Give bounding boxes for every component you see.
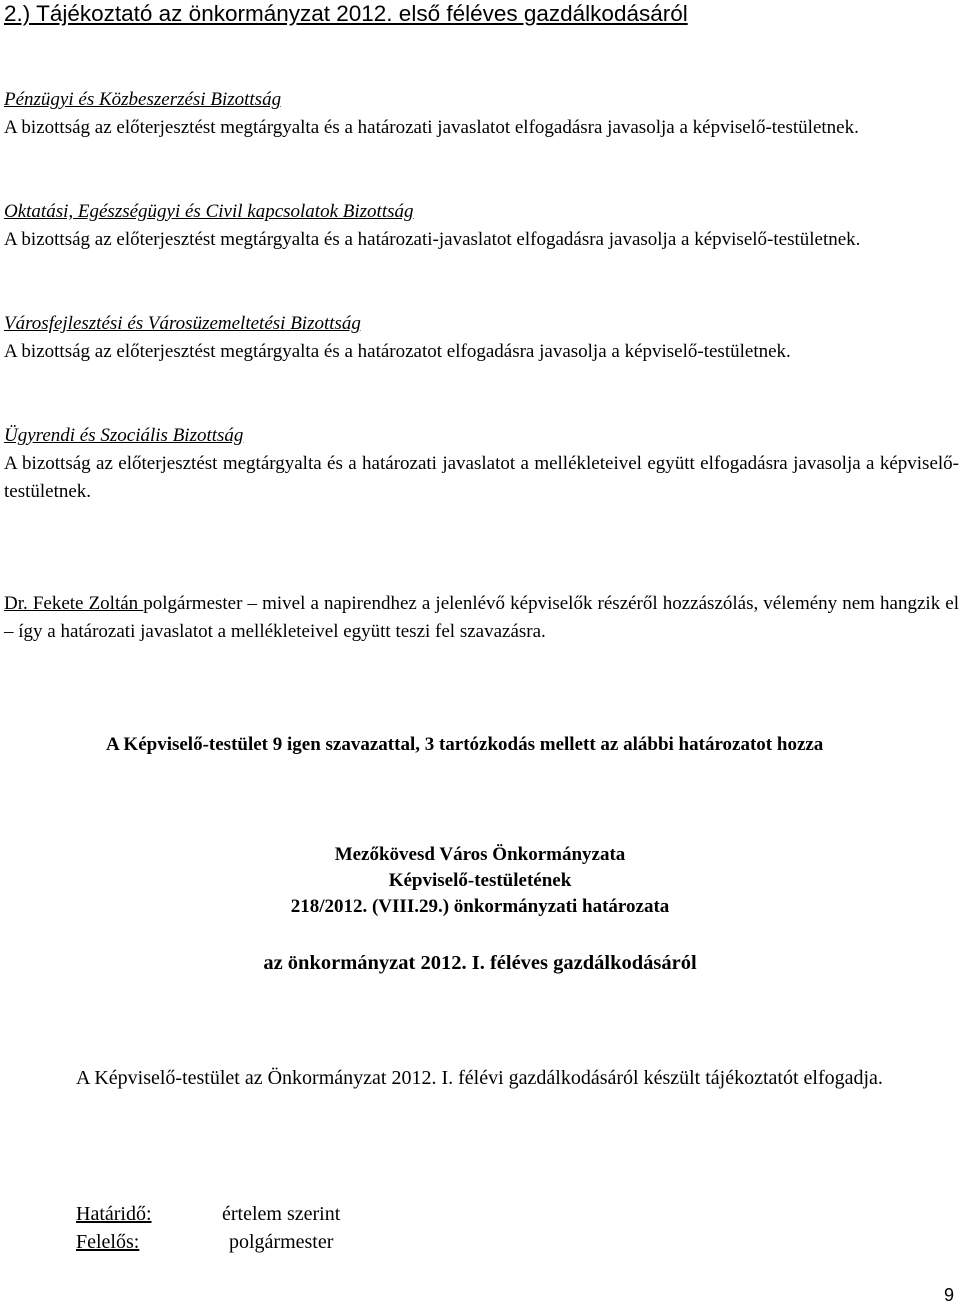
committee-section-urban-development xyxy=(4,310,959,366)
committee-title: Oktatási, Egészségügyi és Civil kapcsolatok Bizottság xyxy=(4,201,414,222)
vote-result: A Képviselő-testület 9 igen szavazattal, 3 tartózkodás mellett az alábbi határozatot hozza xyxy=(106,734,824,755)
responsible-row xyxy=(76,1228,333,1256)
responsible-label: Felelős: xyxy=(76,1231,140,1253)
committee-opinion: A bizottság az előterjesztést megtárgyalta és a határozati-javaslatot elfogadásra javasolja a képviselő-testületnek. xyxy=(4,229,861,250)
responsible-value: polgármester xyxy=(229,1231,334,1253)
committee-section-education xyxy=(4,198,959,254)
resolution-text: A Képviselő-testület az Önkormányzat 2012. I. félévi gazdálkodásáról készült tájékoztatót elfogadja. xyxy=(76,1067,883,1089)
mayor-name: Dr. Fekete Zoltán xyxy=(4,593,144,614)
resolution-subject: az önkormányzat 2012. I. féléves gazdálkodásáról xyxy=(263,952,697,974)
committee-opinion: A bizottság az előterjesztést megtárgyalta és a határozati javaslatot elfogadásra javasolja a képviselő-testületnek. xyxy=(4,117,859,138)
resolution-number: 218/2012. (VIII.29.) önkormányzati határozata xyxy=(290,896,670,917)
committee-title: Ügyrendi és Szociális Bizottság xyxy=(4,425,244,446)
resolution-header xyxy=(0,842,960,920)
mayor-statement-text: polgármester – mivel a napirendhez a jelenlévő képviselők részéről hozzászólás, vélemény nem hangzik el – így a határozati javaslatot a mellékleteivel együtt teszi fel szavazásra. xyxy=(4,593,959,642)
committee-section-procedural-social xyxy=(4,422,959,506)
committee-section-finance xyxy=(4,86,959,142)
page-number: 9 xyxy=(943,1285,954,1305)
committee-opinion: A bizottság az előterjesztést megtárgyalta és a határozati javaslatot a mellékleteivel együtt elfogadásra javasolja a képviselő-testületnek. xyxy=(4,453,959,502)
page-heading: 2.) Tájékoztató az önkormányzat 2012. első féléves gazdálkodásáról xyxy=(4,1,688,26)
resolution-body: Képviselő-testületének xyxy=(388,870,572,891)
committee-title: Városfejlesztési és Városüzemeltetési Bizottság xyxy=(4,313,361,334)
resolution-issuer: Mezőkövesd Város Önkormányzata xyxy=(334,844,626,865)
deadline-row xyxy=(76,1200,340,1228)
committee-title: Pénzügyi és Közbeszerzési Bizottság xyxy=(4,89,282,110)
deadline-label: Határidő: xyxy=(76,1203,152,1225)
deadline-value: értelem szerint xyxy=(222,1203,341,1225)
committee-opinion: A bizottság az előterjesztést megtárgyalta és a határozatot elfogadásra javasolja a képviselő-testületnek. xyxy=(4,341,791,362)
mayor-statement xyxy=(4,590,959,646)
